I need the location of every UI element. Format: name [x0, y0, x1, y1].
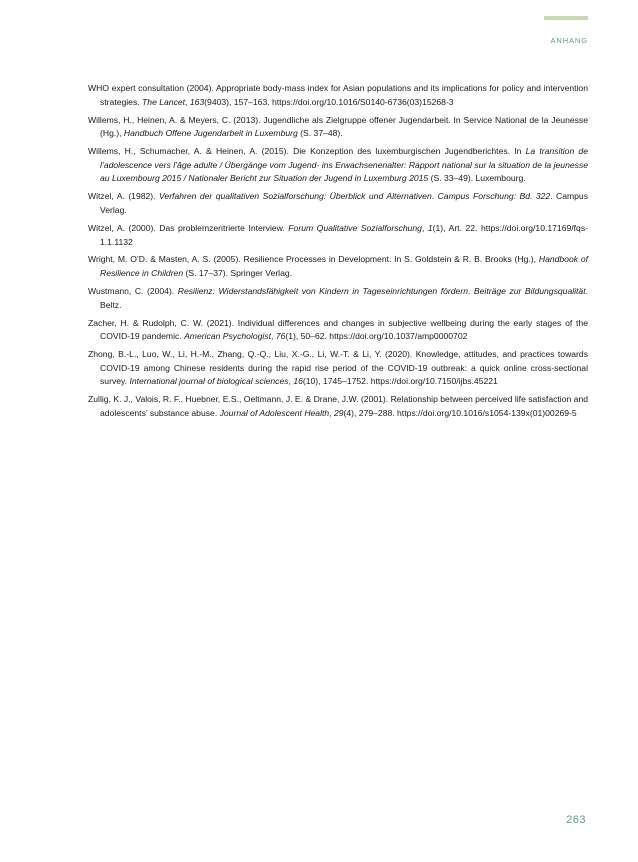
- reference-entry: [88, 393, 588, 420]
- reference-title-italic: Beiträge zur Bildungsqualität: [473, 286, 586, 297]
- reference-text: (1), 50–62. https://doi.org/10.1037/amp0000702: [285, 331, 468, 342]
- reference-title-italic: 1: [427, 222, 433, 233]
- reference-entry: [88, 253, 588, 280]
- reference-text: (S. 33–49). Luxembourg.: [428, 173, 526, 184]
- header-rule: [544, 16, 588, 20]
- reference-title-italic: 29: [333, 407, 344, 418]
- reference-text: Zhong, B.-L., Luo, W., Li, H.-M., Zhang, Q.-Q., Liu, X.-G., Li, W.-T. & Li, Y. (2020). Knowledge, attitudes, and practices towards COVID-19 among Chinese residents during the rapid rise period of the COVID-19 outbreak: a quick online cross-sectional survey.: [88, 349, 588, 387]
- reference-text: Witzel, A. (2000). Das problemzentrierte Interview.: [88, 222, 289, 233]
- reference-text: (1), Art. 22. https://doi.org/10.17169/fqs-1.1.1132: [100, 222, 588, 247]
- reference-entry: [88, 82, 588, 109]
- reference-text: (S. 37–48).: [297, 128, 343, 139]
- reference-entry: [88, 190, 588, 217]
- reference-text: Wright, M. O’D. & Masten, A. S. (2005). Resilience Processes in Development. In S. Goldstein & R. B. Brooks (Hg.),: [88, 254, 539, 265]
- reference-title-italic: American Psychologist: [184, 331, 271, 342]
- reference-text: Willems, H., Schumacher, A. & Heinen, A. (2015). Die Konzeption des luxemburgischen Jugendberichtes. In: [88, 146, 526, 157]
- reference-title-italic: Resilienz: Widerstandsfähigkeit von Kindern in Tageseinrichtungen fördern: [177, 286, 468, 297]
- reference-title-italic: Handbuch Offene Jugendarbeit in Luxemburg: [123, 128, 298, 139]
- reference-text: Wustmann, C. (2004).: [88, 286, 178, 297]
- reference-text: (9403), 157–163. https://doi.org/10.1016/S0140-6736(03)15268-3: [204, 96, 454, 107]
- reference-entry: [88, 145, 588, 186]
- reference-entry: [88, 348, 588, 389]
- reference-text: Zacher, H. & Rudolph, C. W. (2021). Individual differences and changes in subjective wellbeing during the early stages of the COVID-19 pandemic.: [88, 317, 588, 342]
- section-label: ANHANG: [550, 36, 588, 45]
- reference-text: . Beltz.: [100, 286, 588, 310]
- reference-title-italic: Journal of Adolescent Health: [219, 407, 330, 418]
- reference-text: (10), 1745–1752. https://doi.org/10.7150/ijbs.45221: [302, 376, 498, 387]
- reference-title-italic: 163: [189, 96, 205, 107]
- reference-text: .: [431, 191, 438, 202]
- reference-title-italic: La transition de l’adolescence vers l’âge adulte / Übergänge vom Jugend- ins Erwachsenenalter: Rapport national sur la situation de la jeunesse au Luxembourg 2015 / Nationaler Bericht zur Situation der Jugend in Luxemburg 2015: [100, 146, 588, 184]
- reference-text: Willems, H., Heinen, A. & Meyers, C. (2013). Jugendliche als Zielgruppe offener Jugendarbeit. In Service National de la Jeunesse (Hg.),: [88, 114, 588, 139]
- reference-text: .: [467, 286, 474, 297]
- reference-list: [88, 82, 588, 425]
- reference-title-italic: Forum Qualitative Sozialforschung: [288, 222, 422, 233]
- reference-text: Zullig, K. J., Valois, R. F., Huebner, E.S., Oeltmann, J. E. & Drane, J.W. (2001). Relationship between perceived life satisfaction and adolescents’ substance abuse.: [88, 394, 588, 418]
- page-number: 263: [566, 814, 586, 826]
- reference-text: ,: [288, 376, 294, 387]
- reference-title-italic: Handbook of Resilience in Children: [100, 254, 589, 279]
- reference-text: Witzel, A. (1982).: [88, 191, 159, 202]
- reference-title-italic: Campus Forschung: Bd. 322: [437, 191, 551, 202]
- reference-entry: [88, 317, 588, 344]
- reference-text: (4), 279–288. https://doi.org/10.1016/s1054-139x(01)00269-5: [343, 407, 577, 418]
- reference-title-italic: 16: [293, 376, 303, 387]
- reference-text: ,: [421, 222, 428, 233]
- reference-entry: [88, 222, 588, 249]
- reference-title-italic: 76: [275, 331, 286, 342]
- reference-text: . Campus Verlag.: [100, 191, 589, 215]
- reference-text: ,: [329, 407, 334, 418]
- reference-text: ,: [185, 96, 190, 107]
- reference-entry: [88, 285, 588, 312]
- reference-entry: [88, 114, 588, 141]
- reference-title-italic: International journal of biological sciences: [129, 376, 289, 387]
- reference-text: ,: [271, 331, 276, 342]
- reference-text: WHO expert consultation (2004). Appropriate body-mass index for Asian populations and its implications for policy and intervention strategies.: [88, 83, 588, 107]
- reference-text: (S. 17–37). Springer Verlag.: [183, 268, 293, 279]
- reference-title-italic: Verfahren der qualitativen Sozialforschung: Überblick und Alternativen: [159, 191, 432, 202]
- reference-title-italic: The Lancet: [142, 96, 186, 107]
